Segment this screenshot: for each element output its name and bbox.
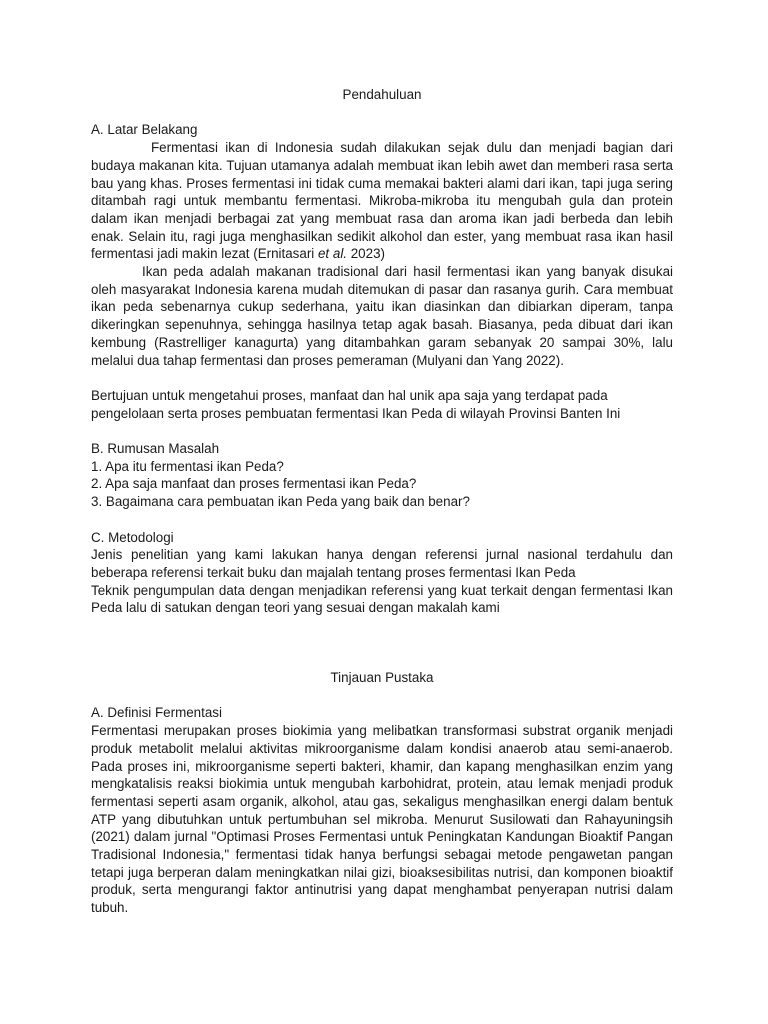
paragraph-tujuan: Bertujuan untuk mengetahui proses, manfaat dan hal unik apa saja yang terdapat pada pengelolaan serta proses pembuatan fermentasi Ikan Peda di wilayah Provinsi Banten Ini: [91, 387, 621, 421]
paragraph-definisi-1: Fermentasi merupakan proses biokimia yang melibatkan transformasi substrat organik menjadi produk metabolit melalui aktivitas mikroorganisme dalam kondisi anaerob atau semi-anaerob. Pada proses ini, mikroorganisme seperti bakteri, khamir, dan kapang menghasilkan enzim yang mengkatalisis reaksi biokimia untuk mengubah karbohidrat, protein, atau lemak menjadi produk fermentasi seperti asam organik, alkohol, atau gas, sekaligus menghasilkan energi dalam bentuk ATP yang dibutuhkan untuk pertumbuhan sel mikroba. Menurut Susilowati dan Rahayuningsih (2021) dalam jurnal "Optimasi Proses Fermentasi untuk Peningkatan Kandungan Bioaktif Pangan Tradisional Indonesia," fermentasi tidak hanya berfungsi sebagai metode pengawetan pangan tetapi juga berperan dalam meningkatkan nilai gizi, bioaksesibilitas nutrisi, dan komponen bioaktif produk, serta mengurangi faktor antinutrisi yang dapat menghambat penyerapan nutrisi dalam tubuh.: [91, 723, 673, 916]
section-title-tinjauan-pustaka: Tinjauan Pustaka: [330, 670, 434, 686]
list-item: 3. Bagaimana cara pembuatan ikan Peda yang baik dan benar?: [91, 494, 470, 510]
heading-latar-belakang: A. Latar Belakang: [91, 122, 198, 138]
document-body: [91, 86, 673, 917]
section-title-pendahuluan: Pendahuluan: [342, 87, 422, 102]
paragraph-metodologi-1: Jenis penelitian yang kami lakukan hanya dengan referensi jurnal nasional terdahulu dan beberapa referensi terkait buku dan majalah tentang proses fermentasi Ikan Peda: [91, 547, 673, 580]
list-item: 2. Apa saja manfaat dan proses fermentasi ikan Peda?: [91, 476, 417, 492]
paragraph-metodologi-2: Teknik pengumpulan data dengan menjadikan referensi yang kuat terkait dengan fermentasi Ikan Peda lalu di satukan dengan teori yang sesuai dengan makalah kami: [91, 582, 673, 616]
heading-definisi-fermentasi: A. Definisi Fermentasi: [91, 705, 222, 721]
paragraph-latar-2: Ikan peda adalah makanan tradisional dari hasil fermentasi ikan yang banyak disukai oleh masyarakat Indonesia karena mudah ditemukan di pasar dan rasanya gurih. Cara membuat ikan peda sebenarnya cukup sederhana, yaitu ikan diasinkan dan dibiarkan diperam, tanpa dikeringkan sepenuhnya, sehingga hasilnya tetap agak basah. Biasanya, peda dibuat dari ikan kembung (Rastrelliger kanagurta) yang ditambahkan garam sebanyak 20 sampai 30%, lalu melalui dua tahap fermentasi dan proses pemeraman (Mulyani dan Yang 2022).: [91, 264, 673, 368]
list-item: 1. Apa itu fermentasi ikan Peda?: [91, 458, 284, 474]
rumusan-list: [91, 458, 673, 511]
heading-rumusan-masalah: B. Rumusan Masalah: [91, 441, 220, 457]
paragraph-latar-1: Fermentasi ikan di Indonesia sudah dilakukan sejak dulu dan menjadi bagian dari budaya makanan kita. Tujuan utamanya adalah membuat ikan lebih awet dan memberi rasa serta bau yang khas. Proses fermentasi ini tidak cuma memakai bakteri alami dari ikan, tapi juga sering ditambah ragi untuk membantu fermentasi. Mikroba-mikroba itu mengubah gula dan protein dalam ikan menjadi berbagai zat yang membuat rasa dan aroma ikan jadi berbeda dan lebih enak. Selain itu, ragi juga menghasilkan sedikit alkohol dan ester, yang membuat rasa ikan hasil fermentasi jadi makin lezat (Ernitasari et al. 2023): [91, 140, 673, 262]
heading-metodologi: C. Metodologi: [91, 529, 174, 545]
